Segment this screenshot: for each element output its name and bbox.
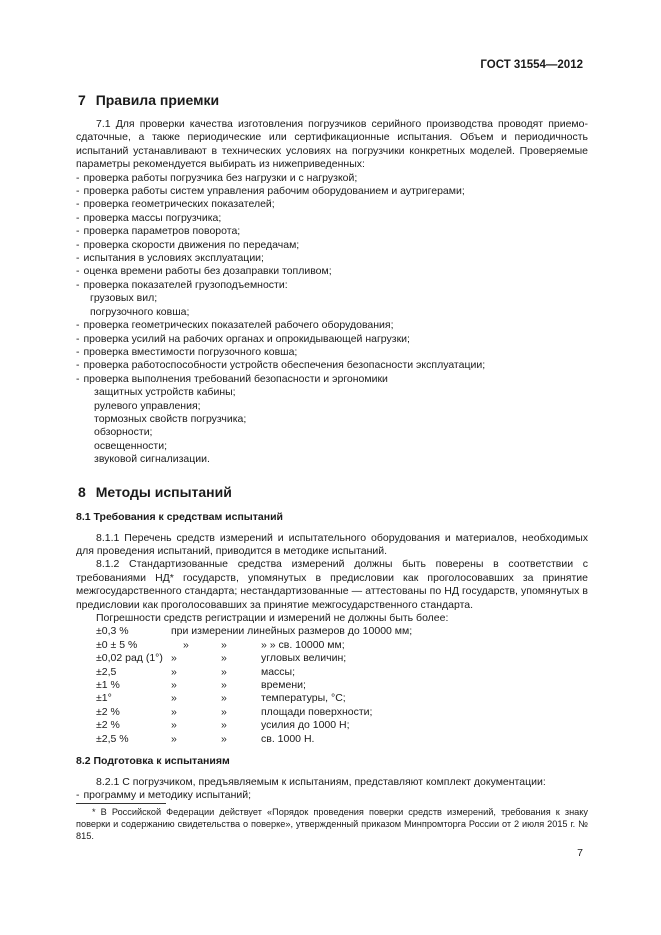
list-item: - проверка параметров поворота;: [76, 225, 241, 238]
list-subitem: погрузочного ковша;: [90, 305, 190, 318]
section-title: Правила приемки: [95, 92, 220, 108]
list-subitem: грузовых вил;: [90, 292, 158, 305]
list-item: - проверка работы систем управления рабочим оборудованием и аутригерами;: [76, 185, 465, 198]
list-item: - проверка вместимости погрузочного ковша;: [76, 345, 298, 358]
page-content: [76, 91, 588, 803]
list-item: - программу и методику испытаний;: [76, 789, 252, 802]
standard-header: ГОСТ 31554—2012: [480, 59, 583, 71]
table-row: ±1 % » » времени;: [96, 679, 306, 692]
list-item: - проверка усилий на рабочих органах и опрокидывающей нагрузки;: [76, 332, 410, 345]
table-row: ±0,3 % при измерении линейных размеров до 10000 мм;: [96, 625, 413, 638]
table-row: ±2,5 % » » св. 1000 Н.: [96, 732, 315, 745]
list-item: - оценка времени работы без дозаправки топливом;: [76, 265, 332, 278]
table-row: ±2 % » » усилия до 1000 Н;: [96, 719, 350, 732]
footnote-divider: [76, 803, 166, 804]
table-row: ±0,02 рад (1°) » » угловых величин;: [96, 652, 347, 665]
list-subitem: звуковой сигнализации.: [94, 453, 210, 466]
error-limits-table: [96, 625, 517, 746]
page-number: 7: [577, 847, 583, 859]
list-item: - проверка геометрических показателей;: [76, 198, 275, 211]
section-7-heading: [78, 91, 588, 109]
list-item: - проверка работоспособности устройств обеспечения безопасности эксплуатации;: [76, 359, 486, 372]
section-number: 7: [78, 92, 86, 108]
list-item: - проверка работы погрузчика без нагрузки и с нагрузкой;: [76, 171, 358, 184]
section-title: Методы испытаний: [95, 483, 232, 500]
list-subitem: рулевого управления;: [94, 399, 201, 412]
list-item: - испытания в условиях эксплуатации;: [76, 252, 264, 265]
footnote: * В Российской Федерации действует «Порядок проведения поверки средств измерений, требования к знаку поверки и содержанию свидетельства о поверке», утвержденный приказом Минпромторга России от 2 июля 2015 г. № 815.: [76, 807, 588, 841]
table-row: ±1° » » температуры, °С;: [96, 692, 346, 705]
paragraph-7-1: 7.1 Для проверки качества изготовления погрузчиков серийного производства проводят приемо-сдаточные, а также периодические или сертификационные испытания. Объем и периодичность испытаний устанавливают в технических условиях на погрузчики конкретных моделей. Проверяемые параметры рекомендуется выбирать из нижеприведенных:: [76, 118, 588, 171]
list-item: - проверка скорости движения по передачам;: [76, 238, 300, 251]
paragraph-8-2-1: 8.2.1 С погрузчиком, предъявляемым к испытаниям, представляют комплект документации:: [96, 776, 546, 789]
section-number: 8: [78, 483, 86, 500]
list-subitem: тормозных свойств погрузчика;: [94, 412, 247, 425]
list-item: - проверка показателей грузоподъемности:: [76, 278, 288, 291]
list-item: - проверка выполнения требований безопасности и эргономики: [76, 372, 388, 385]
table-row: ±2 % » » площади поверхности;: [96, 705, 373, 718]
list-subitem: обзорности;: [94, 426, 153, 439]
subsection-8-2-heading: 8.2 Подготовка к испытаниям: [76, 755, 230, 768]
list-subitem: защитных устройств кабины;: [94, 386, 236, 399]
paragraph-8-1-1: 8.1.1 Перечень средств измерений и испытательного оборудования и материалов, необходимых для проведения испытаний, приводится в методике испытаний.: [76, 531, 588, 557]
section-8-heading: [78, 483, 588, 501]
subsection-8-1-heading: 8.1 Требования к средствам испытаний: [76, 510, 283, 523]
table-row: ±0 ± 5 % » » » » св. 10000 мм;: [96, 638, 345, 651]
paragraph-errors: Погрешности средств регистрации и измерений не должны быть более:: [96, 612, 449, 624]
checks-list: [76, 172, 588, 467]
table-row: ±2,5 » » массы;: [96, 665, 296, 678]
list-item: - проверка массы погрузчика;: [76, 211, 222, 224]
paragraph-8-1-2: 8.1.2 Стандартизованные средства измерений должны быть поверены в соответствии с требованиями НД* государств, упомянутых в предисловии как проголосовавших за принятие межгосударственного стандарта; нестандартизованные — аттестованы по НД государств, упомянутых в предисловии как проголосовавших за принятие межгосударственного стандарта.: [76, 558, 588, 611]
list-subitem: освещенности;: [94, 439, 168, 452]
list-item: - проверка геометрических показателей рабочего оборудования;: [76, 319, 394, 332]
